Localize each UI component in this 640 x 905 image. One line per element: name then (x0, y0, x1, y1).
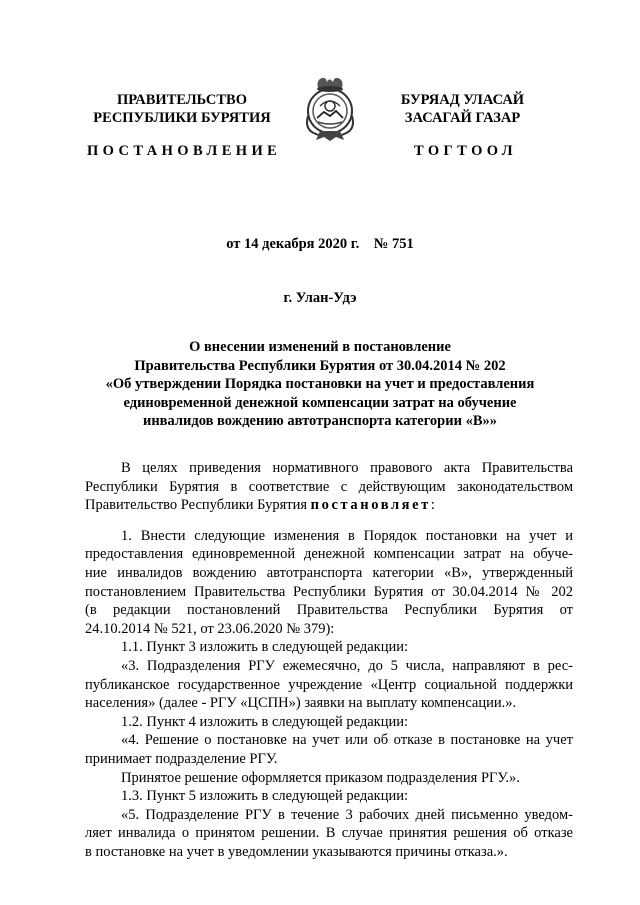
paragraph-1-3-quote-line: «5. Подразделение РГУ в течение 3 рабочих дней письменно уведом- (121, 806, 573, 823)
issuer-line-2: РЕСПУБЛИКИ БУРЯТИЯ (93, 110, 271, 126)
paragraph-1-2-quote-2: Принятое решение оформляется приказом подразделения РГУ.». (121, 769, 520, 786)
title-line: инвалидов вождению автотранспорта категории «В»» (142, 413, 498, 430)
paragraph-1-line: 24.10.2014 № 521, от 23.06.2020 № 379): (85, 620, 335, 637)
issuer-block-buryat (385, 91, 540, 127)
paragraph-1-3: 1.3. Пункт 5 изложить в следующей редакции: (121, 788, 409, 805)
paragraph-1-line: ние инвалидов вождению автотранспорта категории «В», утвержденный (85, 564, 573, 581)
document-title (60, 338, 580, 431)
date-and-number: от 14 декабря 2020 г. № 751 (226, 236, 414, 252)
paragraph-1-1-quote-line: публиканское государственное учреждение «Центр социальной поддержки (85, 676, 573, 693)
paragraph-1-2-quote-line: «4. Решение о постановке на учет или об отказе в постановке на учет (121, 732, 573, 749)
paragraph-1-2: 1.2. Пункт 4 изложить в следующей редакции: (121, 713, 409, 730)
paragraph-1-3-quote-line: ляет инвалида о принятом решении. В случае принятия решения об отказе (85, 825, 573, 842)
issuer-line-1-buryat: БУРЯАД УЛАСАЙ (400, 92, 525, 108)
preamble-line (85, 496, 573, 515)
issuer-block-russian (92, 91, 272, 127)
paragraph-1-line: 1. Внести следующие изменения в Порядок постановки на учет и (121, 527, 573, 544)
paragraph-1-line: постановлением Правительства Республики Бурятия от 30.04.2014 № 202 (85, 583, 573, 600)
preamble-line: Республики Бурятия в соответствие с действующим законодательством (85, 478, 573, 495)
title-line: Правительства Республики Бурятия от 30.04.2014 № 202 (134, 357, 506, 374)
preamble-emphasis: постановляет (310, 497, 431, 514)
doc-type-buryat: ТОГТООЛ (414, 143, 517, 159)
paragraph-1-1-quote-line: населения» (далее - РГУ «ЦСПН») заявки на выплату компенсации.». (85, 695, 517, 712)
title-line: О внесении изменений в постановление (189, 339, 451, 355)
city: г. Улан-Удэ (283, 290, 357, 306)
issuer-line-2-buryat: ЗАСАГАЙ ГАЗАР (404, 110, 521, 126)
coat-of-arms-of-buryatia-icon (302, 76, 358, 142)
document-body (85, 459, 573, 861)
title-line: единовременной денежной компенсации затрат на обучение (123, 394, 517, 411)
issuer-line-1: ПРАВИТЕЛЬСТВО (117, 92, 247, 108)
preamble-text: Правительство Республики Бурятия (85, 497, 311, 514)
paragraph-1-1: 1.1. Пункт 3 изложить в следующей редакции: (121, 639, 409, 656)
paragraph-1-1-quote-line: «3. Подразделения РГУ ежемесячно, до 5 числа, направляют в рес- (121, 657, 573, 674)
paragraph-1-line: (в редакции постановлений Правительства Республики Бурятия от (85, 602, 573, 619)
paragraph-1-2-quote-line: принимает подразделение РГУ. (85, 750, 278, 767)
preamble-line: В целях приведения нормативного правового акта Правительства (121, 460, 573, 476)
preamble-colon: : (430, 497, 435, 514)
paragraph-1-3-quote-line: в постановке на учет в уведомлении указываются причины отказа.». (85, 843, 508, 860)
paragraph-1-line: предоставления единовременной денежной компенсации затрат на обуче- (85, 546, 573, 563)
title-line: «Об утверждении Порядка постановки на учет и предоставления (105, 376, 535, 393)
doc-type-russian: ПОСТАНОВЛЕНИЕ (87, 143, 282, 159)
